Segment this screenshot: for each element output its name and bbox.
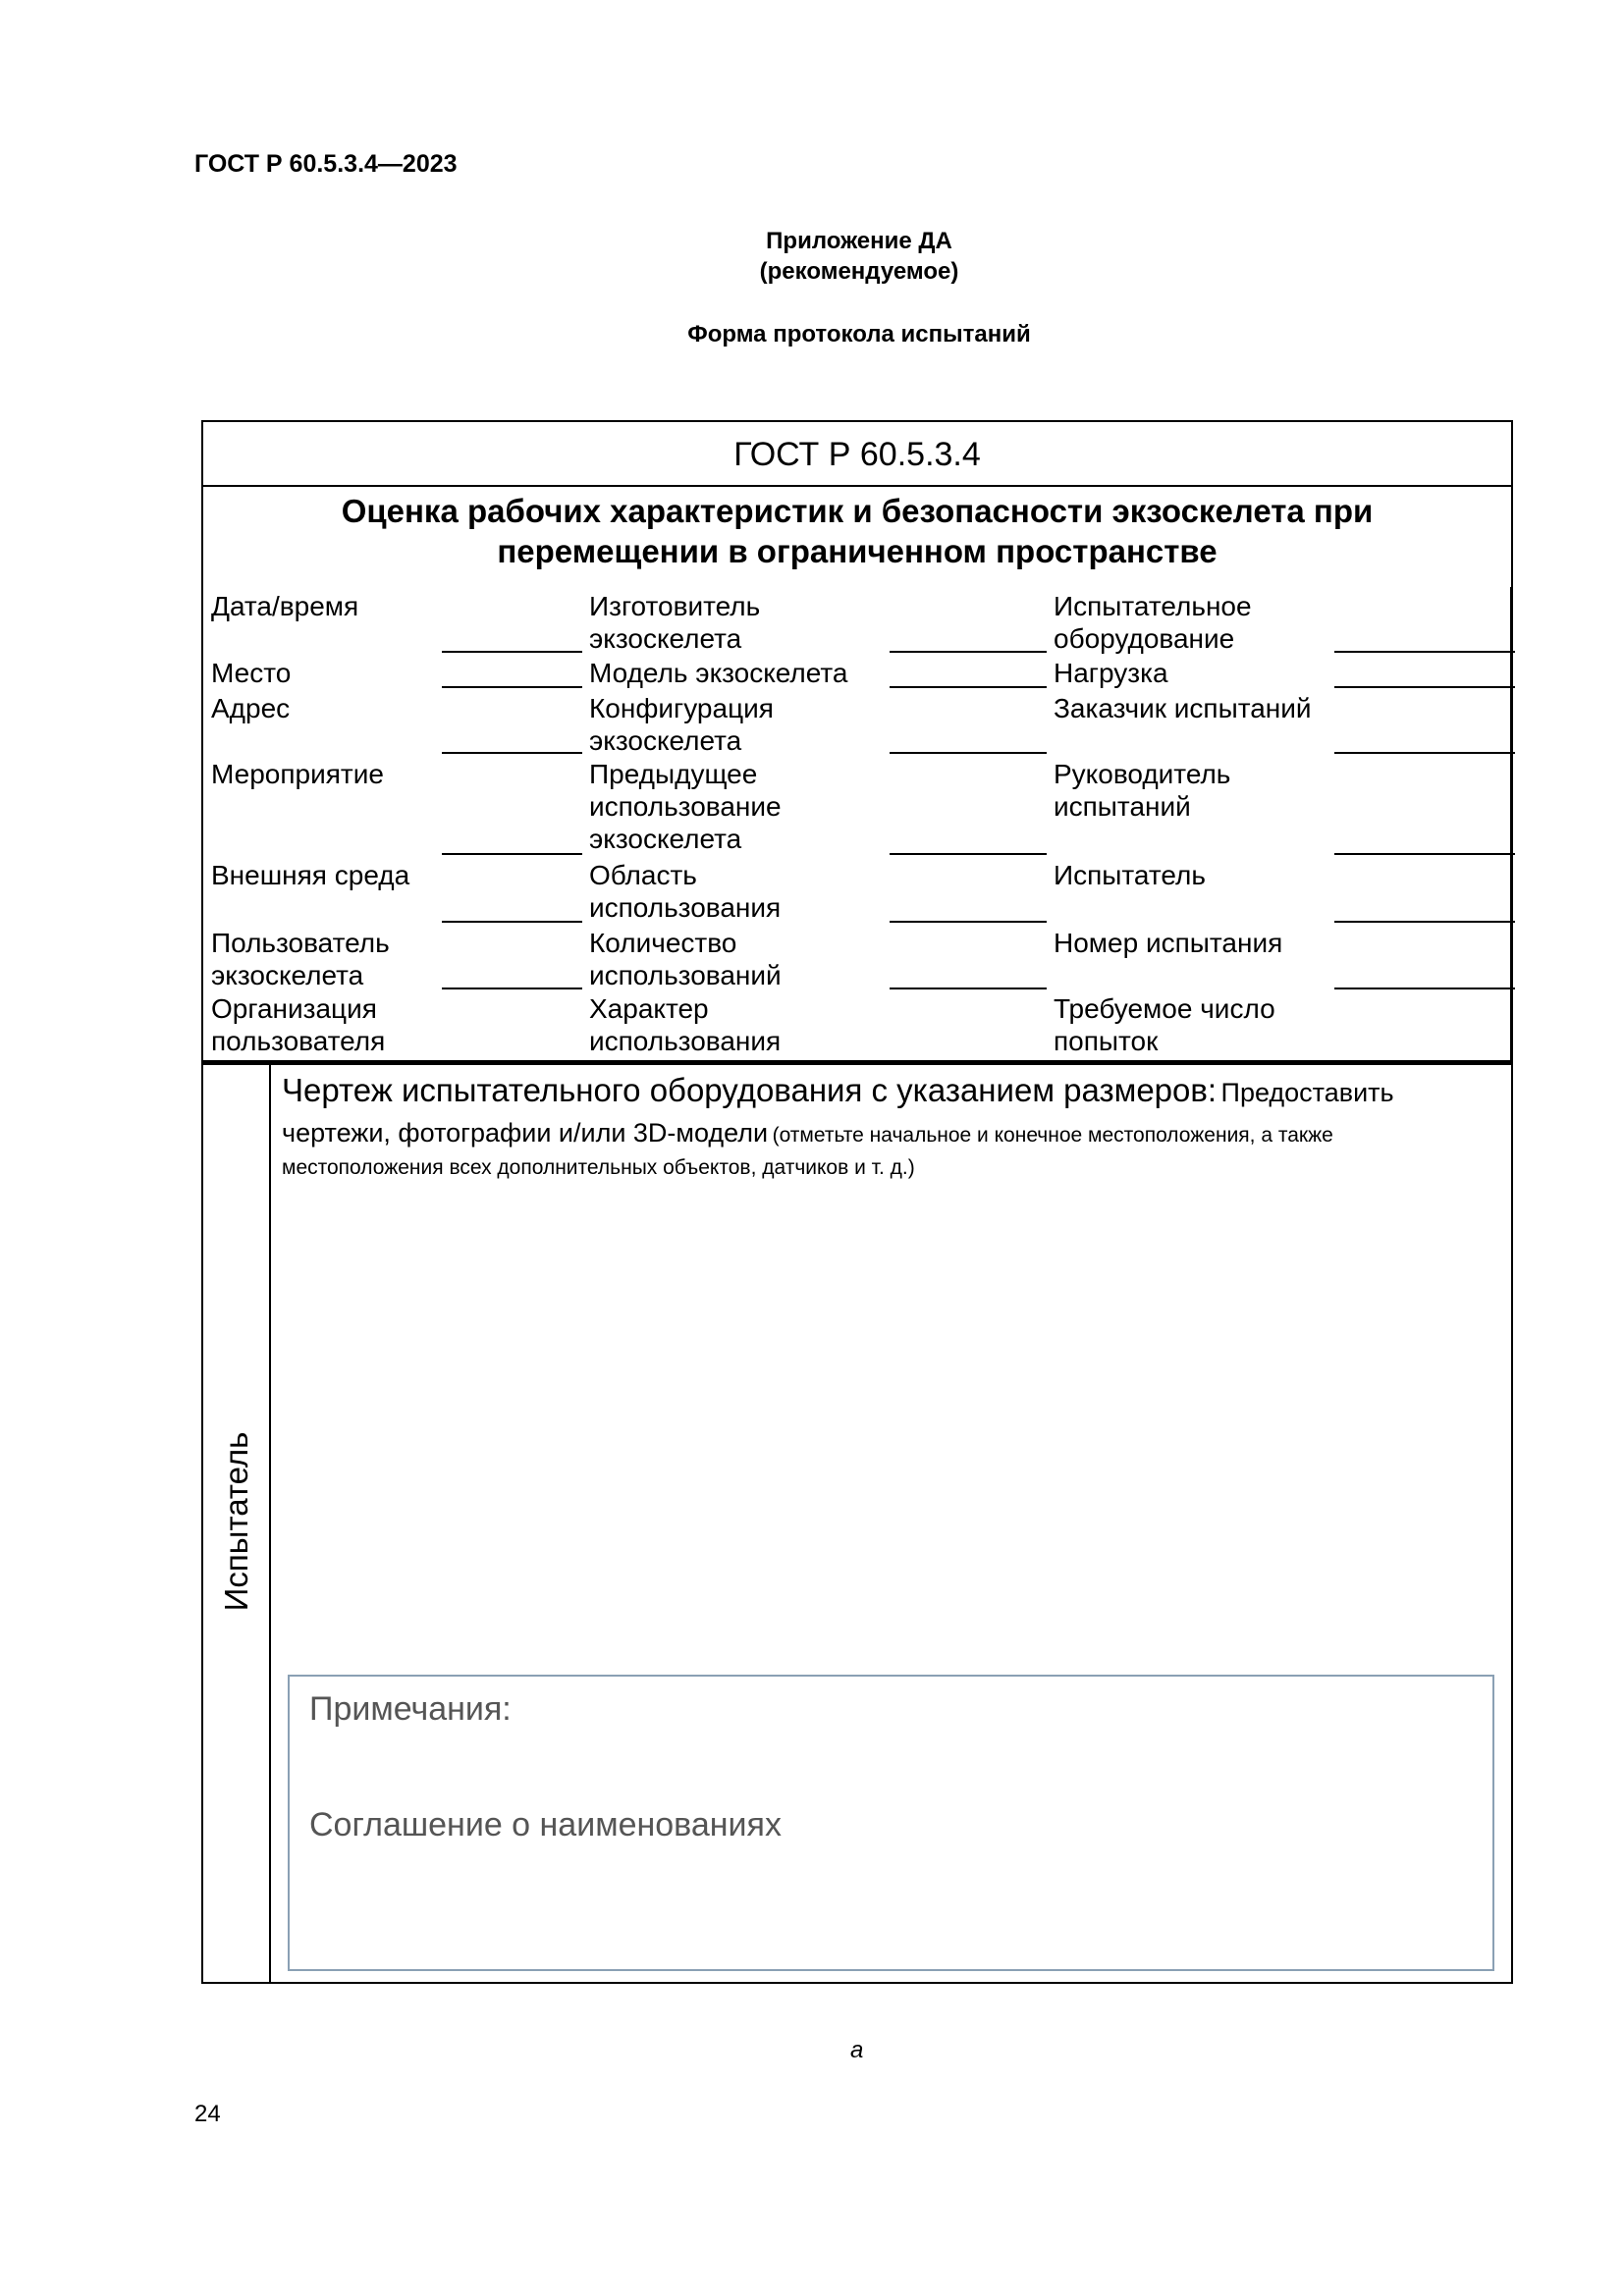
field-label-test-equipment: Испытательное оборудование bbox=[1054, 591, 1252, 654]
field-label-previous-use: Предыдущее использование экзоскелета bbox=[589, 759, 782, 854]
field-grid-right-border bbox=[1510, 587, 1512, 1060]
figure-caption: а bbox=[850, 2037, 864, 2063]
form-heading-line1: Оценка рабочих характеристик и безопасности экзоскелета при bbox=[341, 493, 1374, 529]
test-protocol-form bbox=[201, 420, 1513, 1984]
field-label-tester: Испытатель bbox=[1054, 860, 1206, 890]
drawing-title: Чертеж испытательного оборудования с указанием размеров: bbox=[282, 1072, 1218, 1108]
blank-load[interactable] bbox=[1334, 686, 1515, 688]
field-label-nature-of-use: Характер использования bbox=[589, 993, 782, 1056]
blank-exo-model[interactable] bbox=[890, 686, 1047, 688]
field-label-test-customer: Заказчик испытаний bbox=[1054, 693, 1312, 723]
blank-previous-use[interactable] bbox=[890, 853, 1047, 855]
notes-box[interactable] bbox=[288, 1675, 1494, 1971]
blank-test-equipment[interactable] bbox=[1334, 651, 1515, 653]
blank-place[interactable] bbox=[442, 686, 582, 688]
blank-exo-user[interactable] bbox=[442, 988, 582, 989]
blank-test-number[interactable] bbox=[1334, 988, 1515, 989]
field-label-exo-user: Пользователь экзоскелета bbox=[211, 928, 390, 990]
drawing-instruction-cont: чертежи, фотографии и/или 3D-модели bbox=[282, 1118, 769, 1148]
drawing-note-part1: (отметьте начальное и конечное местоположения, а также bbox=[772, 1124, 1333, 1147]
field-label-number-of-uses: Количество использований bbox=[589, 928, 782, 990]
field-label-exo-configuration: Конфигурация экзоскелета bbox=[589, 693, 774, 756]
field-label-user-organization: Организация пользователя bbox=[211, 993, 386, 1056]
blank-date-time[interactable] bbox=[442, 651, 582, 653]
field-label-date-time: Дата/время bbox=[211, 591, 359, 621]
naming-convention-label: Соглашение о наименованиях bbox=[309, 1806, 782, 1843]
drawing-instructions bbox=[282, 1071, 1489, 1185]
annex-type: (рекомендуемое) bbox=[759, 258, 959, 285]
blank-address[interactable] bbox=[442, 752, 582, 754]
form-heading bbox=[203, 491, 1511, 571]
blank-test-supervisor[interactable] bbox=[1334, 853, 1515, 855]
notes-label: Примечания: bbox=[309, 1690, 512, 1728]
field-label-exo-manufacturer: Изготовитель экзоскелета bbox=[589, 591, 761, 654]
field-label-application-area: Область использования bbox=[589, 860, 782, 923]
blank-event[interactable] bbox=[442, 853, 582, 855]
side-label-tester: Испытатель bbox=[218, 1431, 254, 1612]
field-label-address: Адрес bbox=[211, 693, 291, 723]
form-heading-line2: перемещении в ограниченном пространстве bbox=[497, 533, 1218, 569]
annex-title: Приложение ДА bbox=[766, 228, 952, 254]
field-label-test-number: Номер испытания bbox=[1054, 928, 1283, 958]
blank-exo-manufacturer[interactable] bbox=[890, 651, 1047, 653]
drawing-instruction-start: Предоставить bbox=[1220, 1078, 1394, 1107]
blank-environment[interactable] bbox=[442, 921, 582, 923]
blank-test-customer[interactable] bbox=[1334, 752, 1515, 754]
blank-application-area[interactable] bbox=[890, 921, 1047, 923]
drawing-note-part2: местоположения всех дополнительных объектов, датчиков и т. д.) bbox=[282, 1156, 915, 1179]
form-title: Форма протокола испытаний bbox=[687, 321, 1031, 347]
field-label-load: Нагрузка bbox=[1054, 658, 1168, 688]
field-label-test-supervisor: Руководитель испытаний bbox=[1054, 759, 1231, 822]
form-standard-title: ГОСТ Р 60.5.3.4 bbox=[203, 422, 1511, 487]
blank-tester[interactable] bbox=[1334, 921, 1515, 923]
standard-code-header: ГОСТ Р 60.5.3.4—2023 bbox=[194, 150, 458, 178]
field-label-required-attempts: Требуемое число попыток bbox=[1054, 993, 1275, 1056]
field-label-environment: Внешняя среда bbox=[211, 860, 410, 890]
field-label-event: Мероприятие bbox=[211, 759, 384, 789]
section-divider bbox=[203, 1060, 1511, 1065]
blank-number-of-uses[interactable] bbox=[890, 988, 1047, 989]
side-column bbox=[203, 1065, 271, 1982]
field-label-exo-model: Модель экзоскелета bbox=[589, 658, 848, 688]
field-label-place: Место bbox=[211, 658, 292, 688]
page-number: 24 bbox=[194, 2101, 221, 2127]
blank-exo-configuration[interactable] bbox=[890, 752, 1047, 754]
